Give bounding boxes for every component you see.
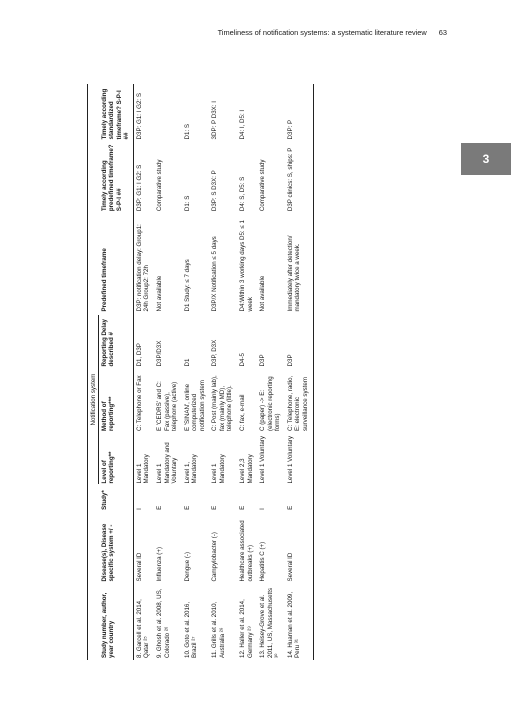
table-cell: Level 2,3 Mandatory — [239, 454, 254, 484]
table-cell: Level 1 Mandatory and Voluntary — [155, 442, 179, 484]
table-cell: E — [285, 486, 313, 512]
table-cell: Not available — [259, 275, 267, 312]
table-cell: 11. Grills et al. 2010, Australia ²⁸ — [211, 601, 226, 658]
table-cell: D1, D3P — [135, 343, 143, 367]
table-cell: Level 1 Mandatory — [211, 454, 226, 484]
table-cell: D1 — [183, 358, 191, 367]
table-cell: 10. Goto et al. 2016, Brazil ²⁷ — [183, 601, 199, 658]
table-row — [285, 84, 313, 660]
table-cell: C: fax, e-mail — [239, 394, 246, 431]
table-cell: Hepatitis C (+) — [259, 541, 267, 582]
table-cell: Influenza (+) — [155, 546, 163, 582]
running-head — [218, 28, 447, 37]
table-cell: D3P — [285, 314, 313, 369]
table-cell: E — [239, 505, 246, 510]
table-cell: D1: S — [183, 195, 191, 212]
table-cell: 14. Huaman et al. 2009, Peru ³¹ — [285, 584, 313, 660]
group-header-label: Notification system — [90, 316, 99, 484]
table-cell: 13. Heisey-Grove et al. 2011, US, Massachusetts ³⁰ — [259, 587, 282, 658]
table-cell: E — [211, 505, 219, 510]
table-row — [182, 84, 210, 660]
table-row — [209, 84, 237, 660]
page-number: 63 — [438, 28, 447, 37]
table-cell — [257, 84, 285, 141]
table-cell: Healthcare associated outbreaks (+) — [239, 520, 254, 582]
table-cell: D3P: notification delay: Group1: 24h Group2: 72h — [135, 224, 151, 312]
table-row — [133, 84, 154, 660]
table-cell: C (paper) -> E: (electronic reporting forms) — [259, 376, 282, 431]
table-cell: D3P clinics: S, ships: P — [285, 141, 313, 213]
table-cell: Several ID — [285, 512, 313, 584]
table-cell: Comparative study — [155, 159, 163, 212]
table-cell: Several ID — [135, 552, 143, 582]
column-header: Study number, author, year country — [100, 584, 134, 660]
table-group-header-row — [88, 84, 100, 660]
table-cell: D3P: P — [285, 84, 313, 141]
table-cell: D1 Study: ≤ 7 days — [183, 259, 191, 312]
table-cell: D3P: G1: I G2: S — [135, 164, 143, 212]
table-cell: 12. Haller et al. 2014, Germany ²⁹ — [239, 599, 254, 658]
running-head-title: Timeliness of notification systems: a systematic literature review — [217, 28, 427, 37]
column-header: Timely according predefined timeframe? S-P-I ## — [100, 141, 134, 213]
table-cell: D3P: S D3X: P — [211, 170, 219, 212]
table-cell: E — [183, 505, 191, 510]
column-header: Study* — [100, 486, 134, 512]
column-header: Level of reporting** — [100, 433, 134, 486]
column-header: Disease(s), Disease specific system +/ - — [100, 512, 134, 584]
column-header: Timely according standardized timeframe? S-P-I ## — [100, 84, 134, 141]
chapter-number: 3 — [482, 152, 490, 166]
table-cell: Level 1 Voluntary — [259, 436, 267, 484]
table-cell: Level 1, Mandatory — [183, 454, 199, 484]
table-cell: D3P — [259, 354, 267, 367]
table-cell: C: Post (mainly lab), fax (mainly MD), telephone (little). — [211, 375, 234, 431]
table-cell: I — [135, 508, 143, 510]
table-cell: C: Telephone or Fax — [135, 375, 143, 431]
table-cell: 8. Garcell et al. 2014, Qatar ²⁵ — [135, 599, 151, 658]
table-cell: 3DP: P D3X: I — [211, 101, 219, 140]
table-cell: D4: S, D5: S — [239, 176, 246, 212]
table-group-header — [88, 314, 100, 486]
table-cell — [154, 84, 182, 141]
table-cell: E — [155, 505, 163, 510]
table-cell: Comparative study — [259, 159, 267, 212]
table-cell: Level 1 Mandatory — [135, 454, 151, 484]
table-cell: Campylobacter (-) — [211, 532, 219, 582]
table-cell: I — [259, 508, 267, 510]
table-cell: D3P: G1: I G2: S — [135, 93, 143, 140]
chapter-tab — [461, 143, 511, 175]
table-cell: Dengue (-) — [183, 551, 191, 582]
table-row — [257, 84, 285, 660]
results-table — [87, 84, 314, 660]
table-cell: D4: I, D5: I — [239, 109, 246, 140]
table-row — [154, 84, 182, 660]
table-cell: Not available — [155, 275, 163, 312]
table-cell: D1: S — [183, 123, 191, 140]
table-cell: 9. Ghosh et al. 2008, US, Colorado ²⁶ — [155, 588, 171, 658]
rotated-table-area — [87, 84, 442, 660]
table-cell: D3P, D3X — [211, 339, 219, 367]
table-cell: E 'CEDRS' and C: Fax (passive), telephone (active) — [155, 381, 179, 431]
table-cell: D3P/D3X — [155, 340, 163, 367]
column-header: Reporting Delay described # — [100, 314, 134, 369]
table-row — [237, 84, 257, 660]
table-cell: Immediately after detection/ mandatory twice a week. — [285, 213, 313, 313]
column-header: Predefined timeframe — [100, 213, 134, 313]
table-cell: D3P/X Notification ≤ 5 days — [211, 236, 219, 312]
column-header: Method of reporting*** — [100, 368, 134, 433]
table-cell: Level 1 Voluntary — [285, 433, 313, 486]
table-cell: C: Telephone, radio, E: electronic surveillance system — [285, 368, 313, 433]
table-cell: D4-5 — [239, 353, 246, 367]
table-body — [133, 84, 313, 660]
rotated-table-wrapper — [87, 84, 442, 660]
table-cell: D4:Within 3 working days D5: ≤ 1 week — [239, 220, 254, 312]
table-header-row — [100, 84, 134, 660]
table-cell: E 'SINAN', online computerized notification system — [183, 380, 206, 431]
